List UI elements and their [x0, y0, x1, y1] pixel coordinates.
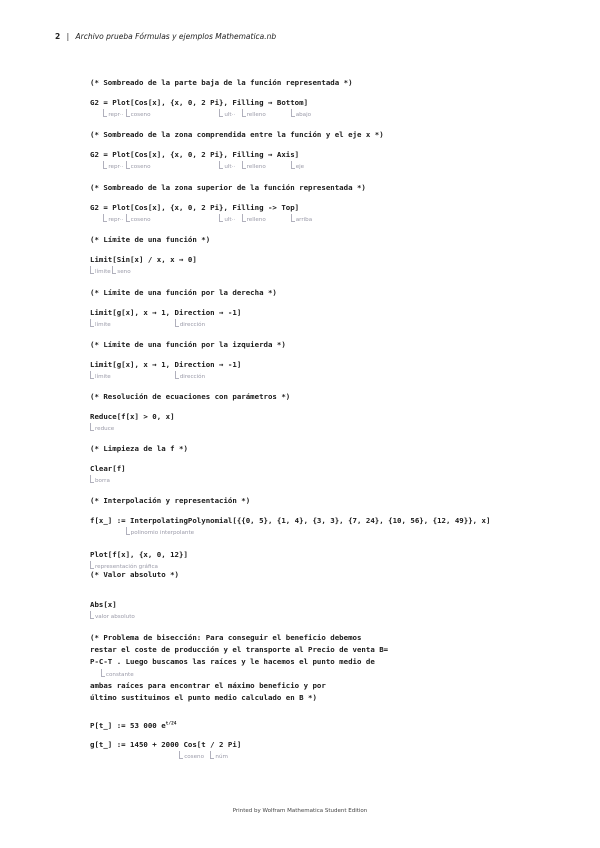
input-cell[interactable]: G2 = Plot[Cos[x], {x, 0, 2 Pi}, Filling -> Top]: [90, 203, 300, 212]
autocomplete-hint: abajo: [291, 109, 311, 118]
autocomplete-hint: reduce: [90, 423, 114, 432]
input-cell[interactable]: [90, 721, 177, 730]
input-cell[interactable]: f[x_] := InterpolatingPolynomial[{{0, 5}, {1, 4}, {3, 3}, {7, 24}, {10, 56}, {12, 49}}, x]: [90, 516, 491, 525]
autocomplete-hint: seno: [112, 266, 130, 275]
problem-comment-line[interactable]: ambas raíces para encontrar el máximo beneficio y por: [90, 681, 326, 690]
input-cell[interactable]: G2 = Plot[Cos[x], {x, 0, 2 Pi}, Filling → Bottom]: [90, 98, 309, 107]
autocomplete-hint: dirección: [175, 371, 205, 380]
p-exponent: t/24: [165, 721, 177, 727]
input-cell[interactable]: Clear[f]: [90, 464, 126, 473]
autocomplete-hint: repr··: [103, 161, 123, 170]
input-cell[interactable]: g[t_] := 1450 + 2000 Cos[t / 2 Pi]: [90, 740, 242, 749]
autocomplete-hint: límite: [90, 371, 111, 380]
autocomplete-hint: límite: [90, 266, 111, 275]
input-cell[interactable]: G2 = Plot[Cos[x], {x, 0, 2 Pi}, Filling → Axis]: [90, 150, 300, 159]
autocomplete-hint: coseno: [126, 214, 151, 223]
comment-cell[interactable]: (* Límite de una función *): [90, 235, 211, 244]
autocomplete-hint: repr··: [103, 214, 123, 223]
autocomplete-hint: eje: [291, 161, 304, 170]
autocomplete-hint: coseno: [126, 161, 151, 170]
input-cell[interactable]: Plot[f[x], {x, 0, 12}]: [90, 550, 188, 559]
autocomplete-hint: límite: [90, 319, 111, 328]
input-cell[interactable]: Reduce[f[x] > 0, x]: [90, 412, 175, 421]
problem-comment-line[interactable]: restar el coste de producción y el transporte al Precio de venta B=: [90, 645, 389, 654]
page-header: [55, 32, 276, 41]
comment-cell[interactable]: (* Sombreado de la parte baja de la función representada *): [90, 78, 353, 87]
autocomplete-hint: polinomio interpolante: [126, 527, 194, 536]
input-cell[interactable]: Limit[Sin[x] / x, x → 0]: [90, 255, 197, 264]
autocomplete-hint: constante: [101, 669, 134, 678]
header-separator: |: [66, 32, 70, 41]
notebook-title: Archivo prueba Fórmulas y ejemplos Mathematica.nb: [75, 32, 277, 41]
autocomplete-hint: ult··: [219, 161, 235, 170]
autocomplete-hint: borra: [90, 475, 110, 484]
comment-cell[interactable]: (* Valor absoluto *): [90, 570, 179, 579]
problem-comment-line[interactable]: último sustituimos el punto medio calculado en B *): [90, 693, 317, 702]
input-cell[interactable]: Limit[g[x], x → 1, Direction → -1]: [90, 360, 242, 369]
page-number: 2: [55, 32, 61, 41]
input-cell[interactable]: Limit[g[x], x → 1, Direction → -1]: [90, 308, 242, 317]
autocomplete-hint: coseno: [126, 109, 151, 118]
autocomplete-hint: ult··: [219, 214, 235, 223]
autocomplete-hint: representación gráfica: [90, 561, 158, 570]
comment-cell[interactable]: (* Interpolación y representación *): [90, 496, 251, 505]
autocomplete-hint: dirección: [175, 319, 205, 328]
autocomplete-hint: valor absoluto: [90, 611, 135, 620]
comment-cell[interactable]: (* Sombreado de la zona superior de la función representada *): [90, 183, 366, 192]
comment-cell[interactable]: (* Resolución de ecuaciones con parámetros *): [90, 392, 291, 401]
print-footer: Printed by Wolfram Mathematica Student Edition: [232, 808, 368, 814]
comment-cell[interactable]: (* Límite de una función por la izquierda *): [90, 340, 286, 349]
comment-cell[interactable]: (* Límite de una función por la derecha *): [90, 288, 277, 297]
comment-cell[interactable]: (* Limpieza de la f *): [90, 444, 188, 453]
autocomplete-hint: coseno: [179, 751, 204, 760]
autocomplete-hint: relleno: [242, 109, 266, 118]
p-definition: P[t_] := 53 000 e: [90, 721, 166, 730]
problem-comment-line[interactable]: P-C-T . Luego buscamos las raíces y le hacemos el punto medio de: [90, 657, 375, 666]
comment-cell[interactable]: (* Sombreado de la zona comprendida entre la función y el eje x *): [90, 130, 384, 139]
autocomplete-hint: ult··: [219, 109, 235, 118]
input-cell[interactable]: Abs[x]: [90, 600, 117, 609]
autocomplete-hint: arriba: [291, 214, 312, 223]
autocomplete-hint: relleno: [242, 161, 266, 170]
problem-comment-line[interactable]: (* Problema de bisección: Para conseguir el beneficio debemos: [90, 633, 362, 642]
autocomplete-hint: núm: [210, 751, 228, 760]
autocomplete-hint: relleno: [242, 214, 266, 223]
autocomplete-hint: repr··: [103, 109, 123, 118]
